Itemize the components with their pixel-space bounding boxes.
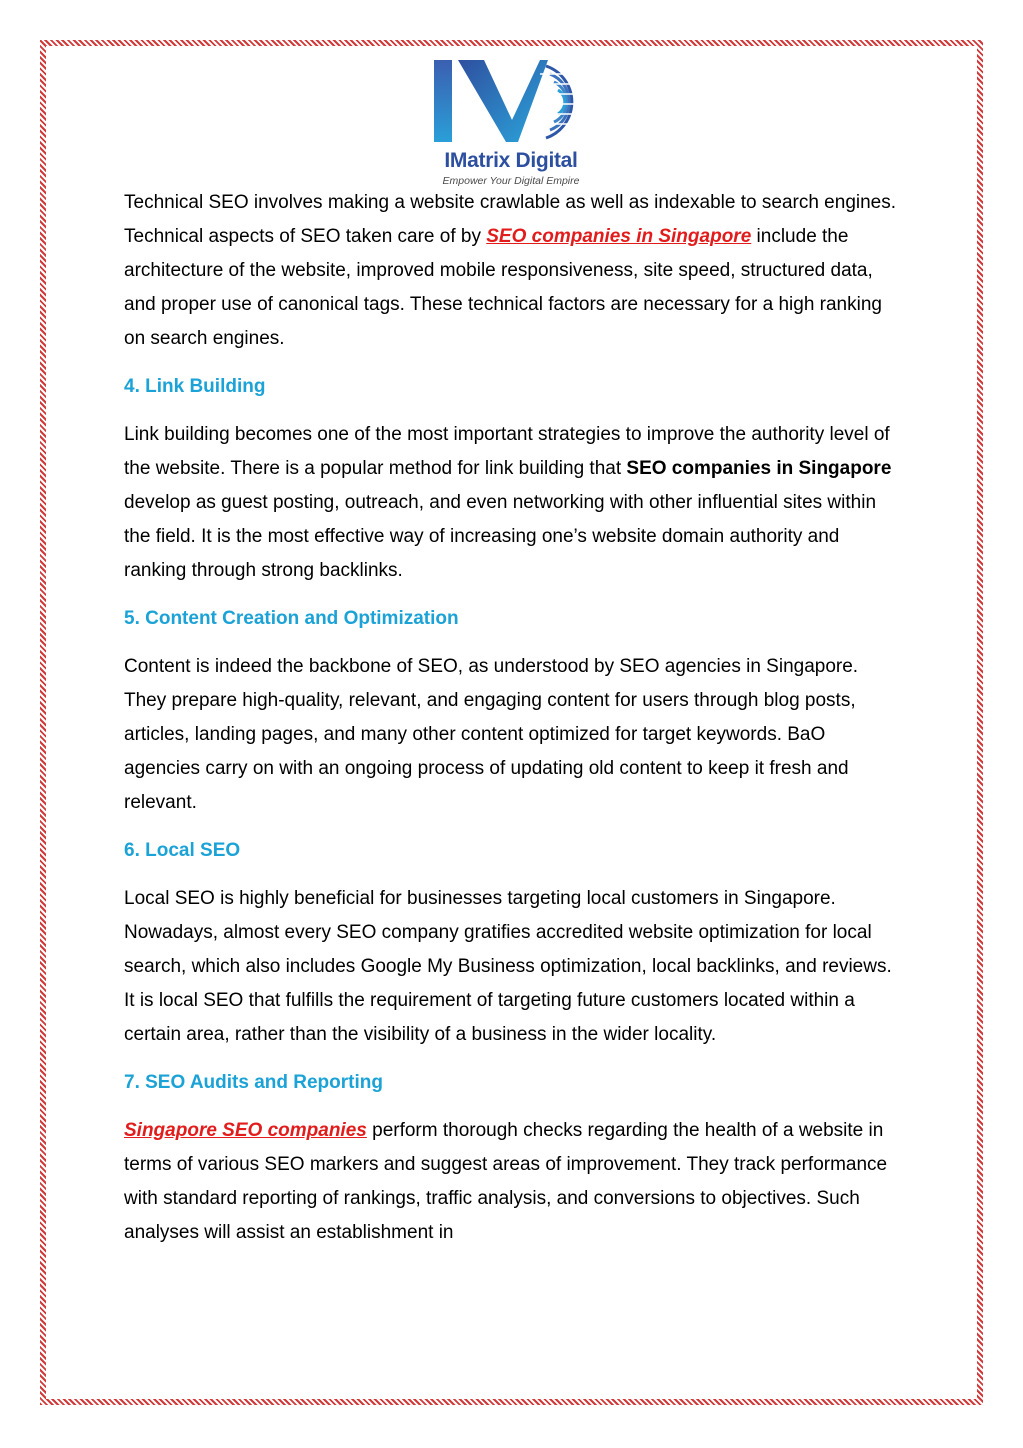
intro-paragraph xyxy=(124,186,904,356)
seo-audits-paragraph xyxy=(124,1114,904,1250)
heading-seo-audits: 7. SEO Audits and Reporting xyxy=(124,1072,383,1093)
link-building-bold: SEO companies in Singapore xyxy=(626,458,892,479)
logo-name: IMatrix Digital xyxy=(444,149,578,172)
seo-companies-singapore-link[interactable]: SEO companies in Singapore xyxy=(486,226,752,247)
document-body xyxy=(124,186,904,1264)
intro-text-2: include the architecture of the website, improved mobile responsiveness, site speed, structured data, and proper use of canonical tags. These technical factors are necessary for a high ranking on search engines. xyxy=(124,226,882,349)
content-creation-paragraph: Content is indeed the backbone of SEO, as understood by SEO agencies in Singapore. They prepare high-quality, relevant, and engaging content for users through blog posts, articles, landing pages, and many other content optimized for target keywords. BaO agencies carry on with an ongoing process of updating old content to keep it fresh and relevant. xyxy=(124,656,859,813)
local-seo-paragraph: Local SEO is highly beneficial for businesses targeting local customers in Singapore. Nowadays, almost every SEO company gratifies accredited website optimization for local search, which also includes Google My Business optimization, local backlinks, and reviews. It is local SEO that fulfills the requirement of targeting future customers located within a certain area, rather than the visibility of a business in the wider locality. xyxy=(124,888,892,1045)
intro-text-1: Technical SEO involves making a website crawlable as well as indexable to search engines. Technical aspects of SEO taken care of by xyxy=(124,192,897,247)
link-building-text-2: develop as guest posting, outreach, and even networking with other influential sites within the field. It is the most effective way of increasing one’s website domain authority and ranking through strong backlinks. xyxy=(124,492,877,581)
heading-content-creation: 5. Content Creation and Optimization xyxy=(124,608,459,629)
heading-local-seo: 6. Local SEO xyxy=(124,840,241,861)
singapore-seo-companies-link[interactable]: Singapore SEO companies xyxy=(124,1120,367,1141)
logo-tagline: Empower Your Digital Empire xyxy=(442,175,580,187)
company-logo xyxy=(428,56,594,190)
link-building-paragraph xyxy=(124,418,904,588)
seo-audits-text: perform thorough checks regarding the health of a website in terms of various SEO markers and suggest areas of improvement. They track performance with standard reporting of rankings, traffic analysis, and conversions to objectives. Such analyses will assist an establishment in xyxy=(124,1120,888,1243)
link-building-text-1: Link building becomes one of the most important strategies to improve the authority level of the website. There is a popular method for link building that xyxy=(124,424,890,479)
logo-mark-icon xyxy=(428,56,594,148)
heading-link-building: 4. Link Building xyxy=(124,376,266,397)
